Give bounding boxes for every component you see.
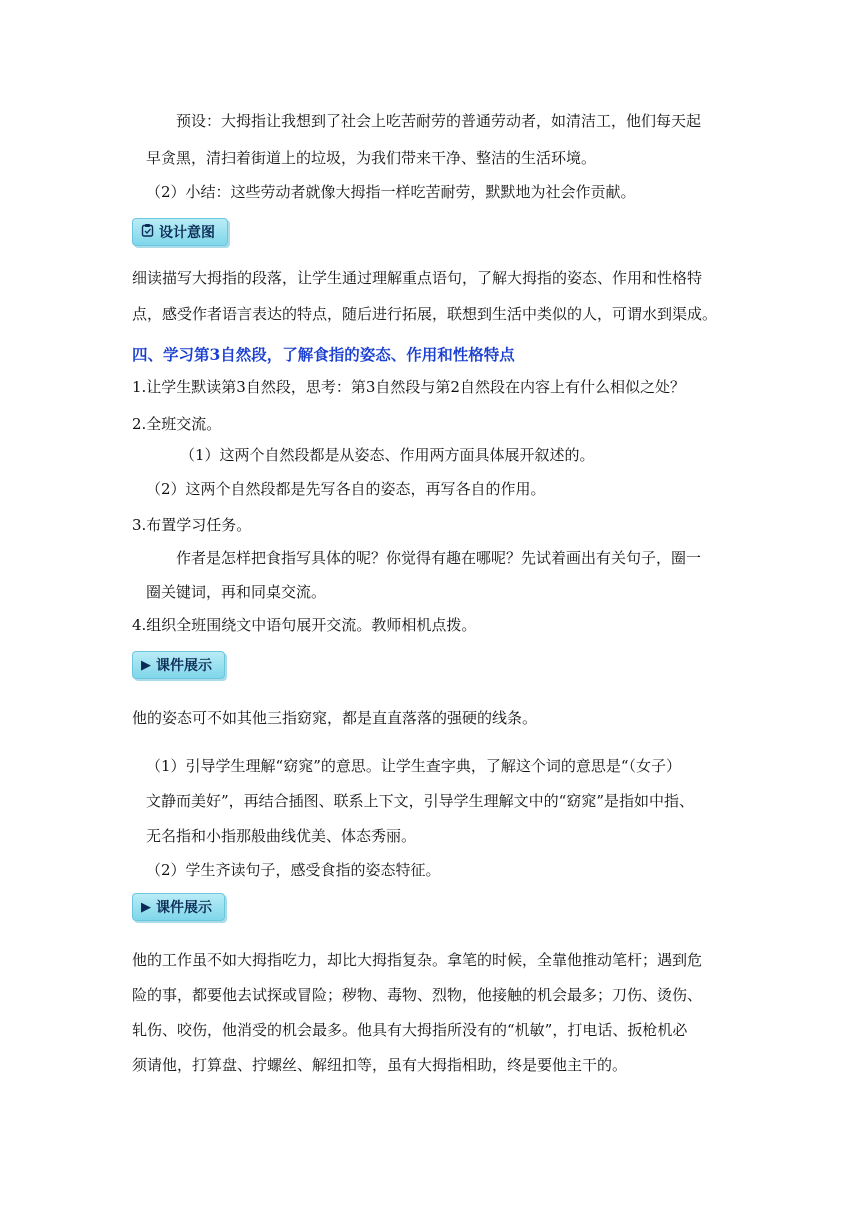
design-text-line-2: 点，感受作者语言表达的特点，随后进行拓展，联想到生活中类似的人，可谓水到渠成。 [132,305,718,323]
guide-line-2: 文静而美好”，再结合插图、联系上下文，引导学生理解文中的“窈窕”是指如中指、 [146,792,695,810]
step-2: 2.全班交流。 [132,415,222,433]
section-heading: 四、学习第3自然段，了解食指的姿态、作用和性格特点 [132,345,515,364]
guide-line-4: （2）学生齐读句子，感受食指的姿态特征。 [146,861,441,879]
quote-1: 他的姿态可不如其他三指窈窕，都是直直落落的强硬的线条。 [132,709,538,727]
quote-2-line-3: 轧伤、咬伤，他消受的机会最多。他具有大拇指所没有的“机敏”，打电话、扳枪机必 [132,1021,688,1039]
design-intent-label: 设计意图 [159,225,215,241]
step-2-item-1: （1）这两个自然段都是从姿态、作用两方面具体展开叙述的。 [180,446,595,464]
guide-line-3: 无名指和小指那般曲线优美、体态秀丽。 [146,827,417,845]
courseware-tag-2 [132,893,225,921]
design-intent-tag [132,218,228,246]
preset-line-2: 早贪黑，清扫着街道上的垃圾，为我们带来干净、整洁的生活环境。 [146,149,597,167]
quote-2-line-1: 他的工作虽不如大拇指吃力，却比大拇指复杂。拿笔的时候，全靠他推动笔杆；遇到危 [132,951,703,969]
step-3: 3.布置学习任务。 [132,516,252,534]
step-2-item-2: （2）这两个自然段都是先写各自的姿态，再写各自的作用。 [146,480,546,498]
design-text-line-1: 细读描写大拇指的段落，让学生通过理解重点语句，了解大拇指的姿态、作用和性格特 [132,269,703,287]
courseware-tag-1 [132,651,225,679]
step-4: 4.组织全班围绕文中语句展开交流。教师相机点拨。 [132,616,477,634]
play-icon: ▶ [141,899,151,915]
clipboard-icon [141,223,154,241]
preset-line-1: 预设：大拇指让我想到了社会上吃苦耐劳的普通劳动者，如清洁工，他们每天起 [176,112,702,130]
courseware-label-2: 课件展示 [156,900,212,916]
step-1: 1.让学生默读第3自然段，思考：第3自然段与第2自然段在内容上有什么相似之处？ [132,378,685,396]
play-icon: ▶ [141,657,151,673]
quote-2-line-2: 险的事，都要他去试探或冒险；秽物、毒物、烈物，他接触的机会最多；刀伤、烫伤、 [132,986,703,1004]
courseware-label-1: 课件展示 [156,658,212,674]
guide-line-1: （1）引导学生理解“窈窕”的意思。让学生查字典，了解这个词的意思是“（女子） [146,757,682,775]
step-3-line-1: 作者是怎样把食指写具体的呢？你觉得有趣在哪呢？先试着画出有关句子，圈一 [176,549,702,567]
step-3-line-2: 圈关键词，再和同桌交流。 [146,583,327,601]
summary-line: （2）小结：这些劳动者就像大拇指一样吃苦耐劳，默默地为社会作贡献。 [146,183,636,201]
quote-2-line-4: 须请他，打算盘、拧螺丝、解纽扣等，虽有大拇指相助，终是要他主干的。 [132,1056,628,1074]
